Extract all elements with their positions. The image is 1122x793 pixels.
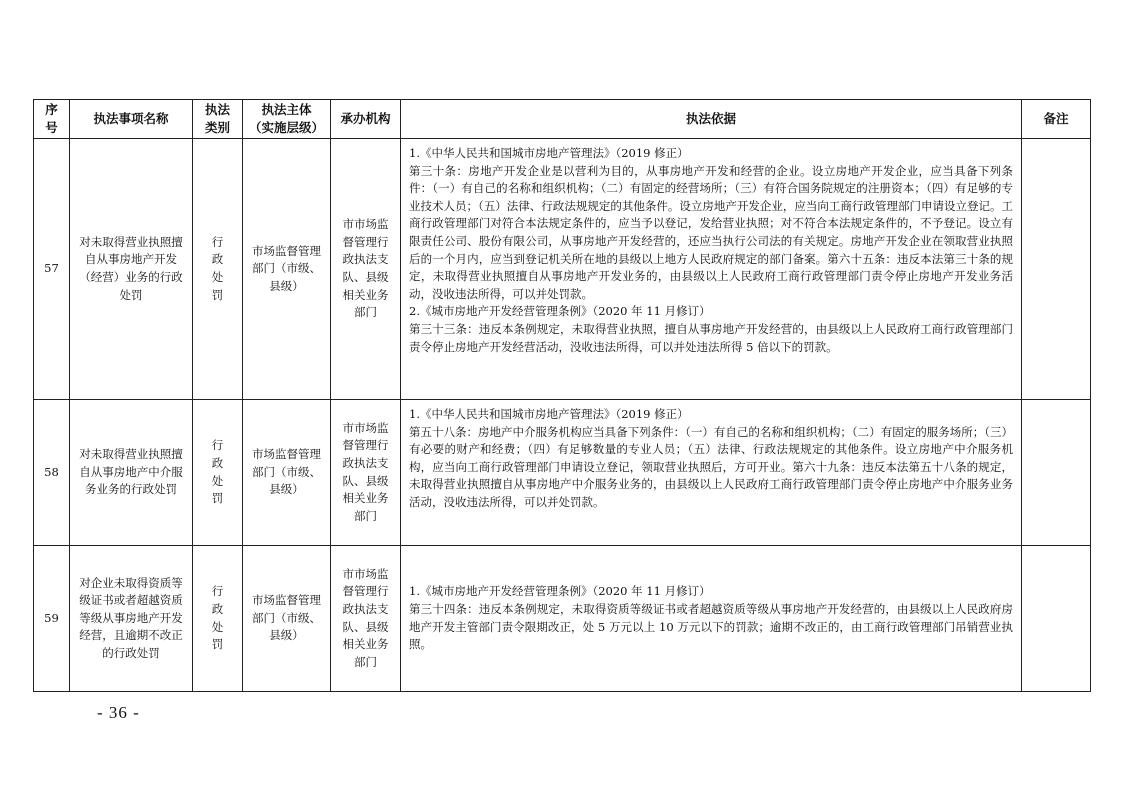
basis-law-text: 第三十四条：违反本条例规定，未取得资质等级证书或者超越资质等级从事房地产开发经营的，由县级以上人民政府房地产开发主管部门责令限期改正，处 5 万元以上 10 万元以下的罚款；逾期不改正的，由工商行政管理部门吊销营业执照。 [409,601,1013,652]
row-basis [401,546,1022,692]
table-header-row [34,100,1091,139]
row-seq: 58 [34,400,70,546]
row-subject: 市场监督管理部门（市级、县级） [243,546,331,692]
basis-law-title: 1.《中华人民共和国城市房地产管理法》（2019 修正） [409,407,689,421]
basis-law-title: 2.《城市房地产开发经营管理条例》（2020 年 11 月修订） [409,304,711,319]
header-remark: 备注 [1022,100,1091,139]
basis-law-text: 第五十八条：房地产中介服务机构应当具备下列条件：（一）有自己的名称和组织机构；（二）有固定的服务场所；（三）有必要的财产和经费；（四）有足够数量的专业人员；（五）法律、行政法规规定的其他条件。设立房地产中介服务机构，应当向工商行政管理部门申请设立登记，领取营业执照后，方可开业。第六十九条：违反本法第五十八条的规定，未取得营业执照擅自从事房地产中介服务业务的，由县级以上人民政府工商行政管理部门责令停止房地产中介服务业务活动，没收违法所得，可以并处罚款。 [409,424,1013,509]
row-category: 行政处罚 [193,400,243,546]
enforcement-table [33,99,1091,692]
basis-law-title: 1.《城市房地产开发经营管理条例》（2020 年 11 月修订） [409,584,711,599]
header-name: 执法事项名称 [70,100,193,139]
header-category-line-1: 执法 [204,102,230,117]
row-subject: 市场监督管理部门（市级、县级） [243,139,331,400]
basis-law-text: 第三十三条：违反本条例规定，未取得营业执照，擅自从事房地产开发经营的，由县级以上人民政府工商行政管理部门责令停止房地产开发经营活动，没收违法所得，可以并处违法所得 5 倍以下的罚款。 [409,321,1013,354]
row-subject: 市场监督管理部门（市级、县级） [243,400,331,546]
header-category [193,100,243,139]
header-organ: 承办机构 [331,100,401,139]
header-subject-line-1: 执法主体 [261,102,312,117]
row-basis [401,139,1022,400]
row-seq: 59 [34,546,70,692]
basis-law-text: 第三十条：房地产开发企业是以营利为目的，从事房地产开发和经营的企业。设立房地产开发企业，应当具备下列条件：（一）有自己的名称和组织机构；（二）有固定的经营场所；（三）有符合国务院规定的注册资本；（四）有足够的专业技术人员；（五）法律、行政法规规定的其他条件。设立房地产开发企业，应当向工商行政管理部门申请设立登记。工商行政管理部门对符合本法规定条件的，应当予以登记，发给营业执照；对不符合本法规定条件的，不予登记。设立有限责任公司、股份有限公司，从事房地产开发经营的，还应当执行公司法的有关规定。房地产开发企业在领取营业执照后的一个月内，应当到登记机关所在地的县级以上地方人民政府规定的部门备案。第六十五条：违反本法第三十条的规定，未取得营业执照擅自从事房地产开发业务的，由县级以上人民政府工商行政管理部门责令停止房地产开发业务活动，没收违法所得，可以并处罚款。 [409,163,1013,301]
header-seq-line-1: 序 [45,102,58,117]
row-remark [1022,139,1091,400]
table-row [34,139,1091,400]
row-organ: 市市场监督管理行政执法支队、县级相关业务部门 [331,139,401,400]
row-category: 行政处罚 [193,546,243,692]
header-basis: 执法依据 [401,100,1022,139]
row-item-name: 对未取得营业执照擅自从事房地产开发（经营）业务的行政处罚 [70,139,193,400]
row-item-name: 对未取得营业执照擅自从事房地产中介服务业务的行政处罚 [70,400,193,546]
row-seq: 57 [34,139,70,400]
header-seq-line-2: 号 [45,120,58,135]
row-remark [1022,546,1091,692]
header-subject-line-2: （实施层级） [248,120,324,135]
row-item-name: 对企业未取得资质等级证书或者超越资质等级从事房地产开发经营，且逾期不改正的行政处罚 [70,546,193,692]
page-number: - 36 - [97,703,140,722]
row-remark [1022,400,1091,546]
row-category: 行政处罚 [193,139,243,400]
basis-law-title: 1.《中华人民共和国城市房地产管理法》（2019 修正） [409,146,689,160]
row-basis [401,400,1022,546]
table-row [34,546,1091,692]
row-organ: 市市场监督管理行政执法支队、县级相关业务部门 [331,546,401,692]
row-organ: 市市场监督管理行政执法支队、县级相关业务部门 [331,400,401,546]
header-category-line-2: 类别 [204,120,230,135]
table-row [34,400,1091,546]
header-seq [34,100,70,139]
header-subject [243,100,331,139]
